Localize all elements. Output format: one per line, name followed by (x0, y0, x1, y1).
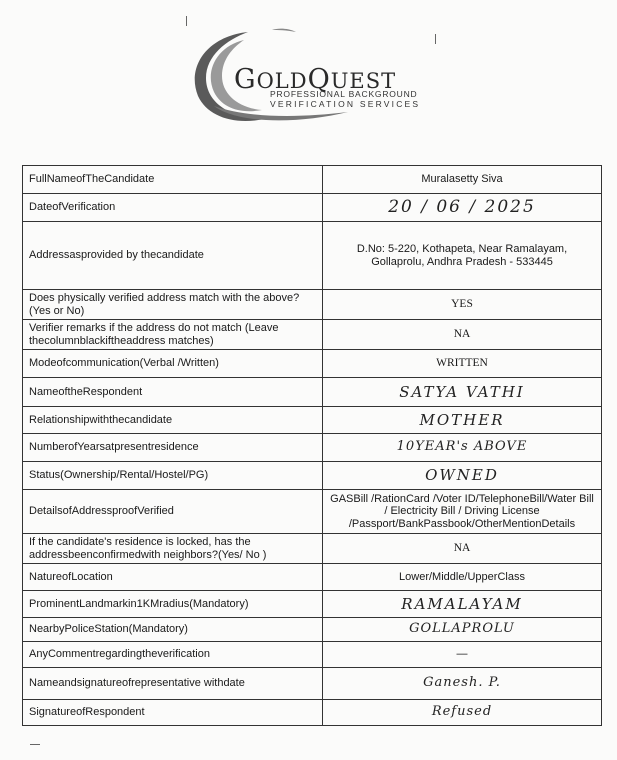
field-label: Relationshipwiththecandidate (23, 407, 323, 434)
field-label: Modeofcommunication(Verbal /Written) (23, 350, 323, 378)
scan-mark (435, 34, 436, 44)
table-row (23, 534, 602, 564)
field-label: Nameandsignatureofrepresentative withdate (23, 668, 323, 700)
field-value: D.No: 5-220, Kothapeta, Near Ramalayam, Gollaprolu, Andhra Pradesh - 533445 (323, 222, 602, 290)
field-label: NatureofLocation (23, 564, 323, 591)
field-label: Verifier remarks if the address do not match (Leave thecolumnblackiftheaddress matches) (23, 320, 323, 350)
field-value: Ganesh. P. (323, 668, 602, 700)
table-row (23, 591, 602, 618)
field-label: Does physically verified address match with the above?(Yes or No) (23, 290, 323, 320)
field-value: Lower/Middle/UpperClass (323, 564, 602, 591)
field-value: 10YEAR's ABOVE (323, 434, 602, 462)
goldquest-logo (178, 26, 448, 126)
field-value: 20 / 06 / 2025 (323, 194, 602, 222)
brand-name: GOLDQUEST (234, 64, 397, 95)
field-label: SignatureofRespondent (23, 700, 323, 726)
field-value: WRITTEN (323, 350, 602, 378)
table-row (23, 434, 602, 462)
scan-mark (186, 16, 187, 26)
tagline-primary: PROFESSIONAL BACKGROUND (270, 89, 418, 99)
field-label: Addressasprovided by thecandidate (23, 222, 323, 290)
field-value: — (323, 642, 602, 668)
field-value: RAMALAYAM (323, 591, 602, 618)
table-row (23, 222, 602, 290)
table-row (23, 700, 602, 726)
field-label: DateofVerification (23, 194, 323, 222)
field-label: DetailsofAddressproofVerified (23, 490, 323, 534)
field-label: NameoftheRespondent (23, 378, 323, 407)
field-value: NA (323, 320, 602, 350)
table-row (23, 166, 602, 194)
table-row (23, 618, 602, 642)
table-row (23, 194, 602, 222)
field-value: Muralasetty Siva (323, 166, 602, 194)
field-value: OWNED (323, 462, 602, 490)
table-row (23, 564, 602, 591)
field-value: GASBill /RationCard /Voter ID/TelephoneBill/Water Bill / Electricity Bill / Driving License /Passport/BankPassbook/OtherMentionDetails (323, 490, 602, 534)
field-label: ProminentLandmarkin1KMradius(Mandatory) (23, 591, 323, 618)
field-value: SATYA VATHI (323, 378, 602, 407)
table-row (23, 490, 602, 534)
field-value: YES (323, 290, 602, 320)
field-label: Status(Ownership/Rental/Hostel/PG) (23, 462, 323, 490)
field-value: NA (323, 534, 602, 564)
table-row (23, 350, 602, 378)
table-row (23, 290, 602, 320)
field-label: If the candidate's residence is locked, has the addressbeenconfirmedwith neighbors?(Yes/ No ) (23, 534, 323, 564)
field-value: MOTHER (323, 407, 602, 434)
field-label: AnyCommentregardingtheverification (23, 642, 323, 668)
field-label: FullNameofTheCandidate (23, 166, 323, 194)
table-row (23, 462, 602, 490)
table-row (23, 642, 602, 668)
table-row (23, 320, 602, 350)
table-row (23, 407, 602, 434)
field-value: GOLLAPROLU (323, 618, 602, 642)
verification-table (22, 165, 602, 726)
field-label: NearbyPoliceStation(Mandatory) (23, 618, 323, 642)
table-row (23, 668, 602, 700)
table-row (23, 378, 602, 407)
field-label: NumberofYearsatpresentresidence (23, 434, 323, 462)
scan-mark (30, 744, 40, 745)
tagline-secondary: VERIFICATION SERVICES (270, 99, 421, 109)
field-value: Refused (323, 700, 602, 726)
